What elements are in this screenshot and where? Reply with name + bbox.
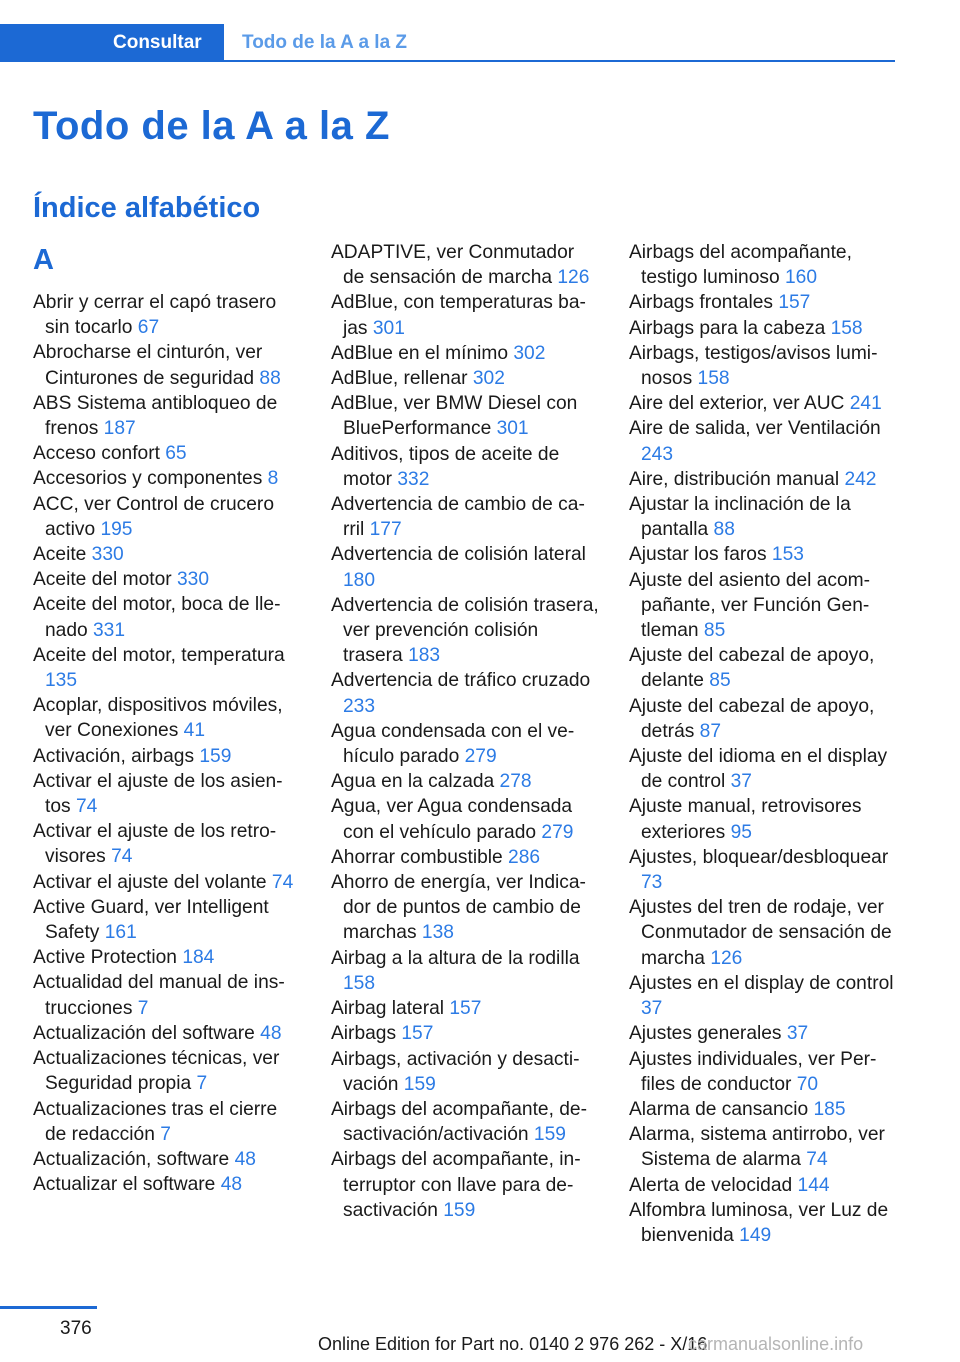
index-entry-text: Accesorios y componentes: [33, 468, 268, 490]
page-reference-link[interactable]: 74: [271, 871, 294, 893]
page-reference-link[interactable]: 183: [408, 645, 441, 667]
page-reference-link[interactable]: 330: [91, 544, 124, 566]
index-entry: [331, 1047, 599, 1097]
index-entry: [33, 870, 301, 895]
page-reference-link[interactable]: 159: [199, 745, 232, 767]
page-reference-link[interactable]: 241: [849, 393, 882, 415]
index-entry-text: Actualizaciones técnicas, ver Seguridad propia: [33, 1048, 280, 1095]
page-reference-link[interactable]: 185: [813, 1098, 846, 1120]
index-entry-text: Actualización, software: [33, 1148, 235, 1170]
index-entry: [33, 643, 301, 693]
index-entry-text: Actualizaciones tras el cierre de redacción: [33, 1098, 278, 1145]
page-reference-link[interactable]: 187: [103, 418, 136, 440]
page-reference-link[interactable]: 41: [183, 720, 205, 742]
index-entry-text: ABS Sistema antibloqueo de frenos: [33, 392, 278, 440]
page-reference-link[interactable]: 149: [739, 1224, 772, 1246]
index-entry: [331, 996, 599, 1021]
index-entry-text: Ahorrar combustible: [331, 846, 509, 868]
index-entry-text: Airbag a la altura de la rodilla: [331, 947, 580, 969]
index-entry: [33, 542, 301, 567]
watermark: carmanualsonline.info: [688, 1334, 864, 1354]
page-reference-link[interactable]: 85: [703, 620, 726, 642]
index-entry: [33, 895, 301, 945]
index-entry-text: Activación, airbags: [33, 745, 200, 767]
page-number: 376: [60, 1318, 92, 1339]
index-entry-text: Actualización del software: [33, 1022, 261, 1044]
index-entry: [629, 240, 897, 290]
index-entry: [331, 593, 599, 669]
index-entry-text: Acceso confort: [33, 443, 166, 465]
index-entry-text: Aire del exterior, ver AUC: [629, 393, 850, 415]
page-reference-link[interactable]: 65: [165, 443, 187, 465]
index-entry: [33, 567, 301, 592]
index-entry-text: Advertencia de cambio de carril: [331, 494, 585, 541]
index-entry-text: Ajuste del cabezal de apoyo, detrás: [629, 695, 875, 742]
index-entry: [33, 819, 301, 869]
index-entry-text: AdBlue, con temperaturas bajas: [331, 292, 586, 339]
page-reference-link[interactable]: 159: [533, 1124, 566, 1146]
index-entry: [331, 1097, 599, 1147]
index-entry: [629, 643, 897, 693]
page-reference-link[interactable]: 153: [771, 544, 804, 566]
page-reference-link[interactable]: 37: [786, 1023, 809, 1045]
index-entry-text: Active Guard, ver Intelligent Safety: [33, 896, 269, 944]
page-reference-link[interactable]: 37: [730, 771, 752, 793]
index-entry: [629, 895, 897, 971]
index-entry: [331, 341, 599, 366]
index-entry: [331, 719, 599, 769]
index-entry: [33, 340, 301, 390]
index-entry-text: Ajuste del asiento del acompañante, ver Función Gentleman: [629, 569, 871, 642]
page-reference-link[interactable]: 73: [641, 872, 663, 894]
index-entry-text: ADAPTIVE, ver Conmutador de sensación de marcha: [331, 242, 575, 289]
page-reference-link[interactable]: 157: [778, 292, 811, 314]
index-entry: [629, 1021, 897, 1046]
page-reference-link[interactable]: 95: [730, 821, 752, 843]
index-entry: [33, 592, 301, 642]
index-entry: [33, 1147, 301, 1172]
page-reference-link[interactable]: 88: [713, 519, 735, 541]
index-entry-text: Aditivos, tipos de aceite de motor: [331, 443, 560, 490]
index-entry-text: Agua, ver Agua condensada con el vehículo parado: [331, 796, 573, 843]
index-entry: [331, 542, 599, 592]
index-entry-text: Aceite: [33, 544, 92, 566]
page-reference-link[interactable]: 243: [641, 443, 674, 465]
page-reference-link[interactable]: 144: [797, 1174, 830, 1196]
index-entry-text: Ajustes generales: [629, 1023, 787, 1045]
index-entry-text: Airbags para la cabeza: [629, 317, 831, 339]
index-entry: [33, 1097, 301, 1147]
index-entry: [629, 1173, 897, 1198]
page-reference-link[interactable]: 70: [796, 1073, 819, 1095]
index-entry: [629, 316, 897, 341]
index-column-3: [629, 240, 897, 1248]
index-entry: [331, 794, 599, 844]
index-entry: [33, 492, 301, 542]
index-entry: [33, 466, 301, 491]
page-reference-link[interactable]: 48: [260, 1022, 282, 1044]
index-entry-text: Airbag lateral: [331, 998, 450, 1020]
index-entry: [33, 1021, 301, 1046]
index-entry-text: Ahorro de energía, ver Indicador de puntos de cambio de marchas: [331, 872, 586, 944]
index-entry: [629, 845, 897, 895]
index-entry-text: Agua en la calzada: [331, 771, 500, 793]
index-entry: [331, 391, 599, 441]
index-entry: [629, 971, 897, 1021]
page-reference-link[interactable]: 177: [369, 519, 402, 541]
index-entry-text: Agua condensada con el vehículo parado: [331, 720, 575, 768]
index-entry-text: Activar el ajuste de los retrovisores: [33, 821, 277, 868]
index-entry: [33, 391, 301, 441]
index-entry-text: Aire, distribución manual: [629, 468, 845, 490]
page-reference-link[interactable]: 157: [449, 998, 482, 1020]
page-reference-link[interactable]: 158: [343, 972, 376, 994]
index-entry-text: Airbags frontales: [629, 292, 779, 314]
index-entry: [629, 568, 897, 644]
index-entry-text: Alarma, sistema antirrobo, ver Sistema de alarma: [629, 1124, 885, 1171]
index-entry-text: Alerta de velocidad: [629, 1174, 798, 1196]
index-entry: [629, 1097, 897, 1122]
index-entry: [629, 744, 897, 794]
index-entry-text: Ajuste del cabezal de apoyo, delante: [629, 645, 875, 692]
page-reference-link[interactable]: 48: [220, 1174, 243, 1196]
index-entry: [629, 290, 897, 315]
index-entry-text: Ajuste manual, retrovisores exteriores: [629, 796, 862, 843]
page-reference-link[interactable]: 88: [259, 367, 281, 389]
index-entry: [331, 769, 599, 794]
index-entry-text: AdBlue, rellenar: [331, 368, 473, 390]
page-reference-link[interactable]: 302: [472, 368, 505, 390]
index-entry-text: Aire de salida, ver Ventilación: [629, 418, 881, 440]
index-entry-text: Acoplar, dispositivos móviles, ver Conexiones: [33, 695, 283, 742]
page-reference-link[interactable]: 158: [830, 317, 863, 339]
index-entry: [629, 1198, 897, 1248]
page-reference-link[interactable]: 332: [397, 468, 430, 490]
index-entry: [629, 542, 897, 567]
index-entry-text: Alfombra luminosa, ver Luz de bienvenida: [629, 1199, 889, 1246]
index-entry-text: Airbags, testigos/avisos luminosos: [629, 342, 878, 390]
page-reference-link[interactable]: 87: [699, 720, 722, 742]
index-entry-text: Ajustar la inclinación de la pantalla: [629, 494, 851, 541]
page-reference-link[interactable]: 85: [709, 670, 731, 692]
page-reference-link[interactable]: 279: [541, 821, 574, 843]
page-reference-link[interactable]: 159: [443, 1199, 476, 1221]
index-column-1: [33, 240, 301, 1197]
index-entry-text: Advertencia de colisión trasera, ver prevención colisión trasera: [331, 594, 599, 667]
page-reference-link[interactable]: 279: [464, 746, 497, 768]
index-entry-text: Actualizar el software: [33, 1174, 221, 1196]
page-reference-link[interactable]: 242: [844, 468, 877, 490]
page-reference-link[interactable]: 7: [196, 1073, 208, 1095]
page-reference-link[interactable]: 301: [372, 317, 405, 339]
index-entry-text: Ajuste del idioma en el display de control: [629, 746, 888, 793]
index-entry: [629, 794, 897, 844]
page-reference-link[interactable]: 37: [641, 998, 663, 1020]
index-entry-text: Aceite del motor, boca de llenado: [33, 594, 281, 641]
index-entry-text: Alarma de cansancio: [629, 1098, 814, 1120]
page-reference-link[interactable]: 48: [234, 1148, 256, 1170]
index-entry-text: Aceite del motor, temperatura: [33, 644, 285, 666]
index-entry-text: Abrocharse el cinturón, ver Cinturones de seguridad: [33, 342, 263, 389]
index-entry: [629, 467, 897, 492]
index-entry: [331, 870, 599, 946]
page-reference-link[interactable]: 180: [343, 569, 376, 591]
index-entry: [33, 693, 301, 743]
index-entry: [331, 946, 599, 996]
edition-note: Online Edition for Part no. 0140 2 976 262 - X/16: [318, 1334, 708, 1354]
index-entry: [629, 492, 897, 542]
index-entry-text: Ajustes en el display de control: [629, 972, 894, 994]
index-entry: [331, 366, 599, 391]
index-entry-text: Abrir y cerrar el capó trasero sin tocarlo: [33, 292, 277, 339]
index-entry-text: Airbags, activación y desactivación: [331, 1048, 580, 1095]
tab-consultar[interactable]: Consultar: [0, 24, 224, 61]
page-reference-link[interactable]: 278: [499, 771, 532, 793]
index-entry-text: Advertencia de colisión lateral: [331, 544, 586, 566]
index-entry-text: AdBlue, ver BMW Diesel con BluePerformance: [331, 393, 578, 440]
index-entry-text: Airbags del acompañante, interruptor con llave para desactivación: [331, 1149, 581, 1221]
index-entry-text: Actualidad del manual de instrucciones: [33, 972, 285, 1019]
page-reference-link[interactable]: 233: [343, 695, 376, 717]
index-entry: [33, 1046, 301, 1096]
page-reference-link[interactable]: 138: [421, 922, 454, 944]
index-entry-text: Airbags: [331, 1023, 402, 1045]
index-entry: [331, 442, 599, 492]
page-reference-link[interactable]: 195: [100, 518, 133, 540]
index-entry: [331, 1021, 599, 1046]
index-entry: [33, 1172, 301, 1197]
page-reference-link[interactable]: 301: [496, 418, 529, 440]
index-entry: [33, 290, 301, 340]
index-entry-text: ACC, ver Control de crucero activo: [33, 493, 274, 540]
page-reference-link[interactable]: 160: [784, 267, 817, 289]
index-entry: [629, 1047, 897, 1097]
page-reference-link[interactable]: 330: [176, 569, 209, 591]
index-entry: [33, 945, 301, 970]
index-entry-text: Ajustes, bloquear/desbloquear: [629, 846, 889, 868]
page-reference-link[interactable]: 67: [137, 317, 160, 339]
page-title: Todo de la A a la Z: [33, 104, 390, 148]
page-reference-link[interactable]: 74: [806, 1149, 828, 1171]
index-entry: [629, 1122, 897, 1172]
page-reference-link[interactable]: 8: [267, 468, 279, 490]
page-reference-link[interactable]: 302: [513, 342, 546, 364]
header-bar: [0, 24, 895, 62]
page-reference-link[interactable]: 126: [557, 267, 590, 289]
index-column-2: [331, 240, 599, 1223]
page-reference-link[interactable]: 7: [137, 997, 149, 1019]
page-reference-link[interactable]: 157: [401, 1023, 434, 1045]
index-entry: [331, 290, 599, 340]
index-entry: [331, 845, 599, 870]
section-title: Índice alfabético: [33, 192, 261, 224]
index-entry: [629, 391, 897, 416]
index-entry: [629, 341, 897, 391]
page-reference-link[interactable]: 286: [508, 846, 541, 868]
index-entry-text: Aceite del motor: [33, 569, 177, 591]
page-reference-link[interactable]: 126: [710, 947, 743, 969]
page-reference-link[interactable]: 161: [104, 922, 137, 944]
index-entry-text: Advertencia de tráfico cruzado: [331, 670, 591, 692]
index-entry: [629, 694, 897, 744]
page-reference-link[interactable]: 159: [403, 1073, 436, 1095]
page-reference-link[interactable]: 74: [111, 846, 133, 868]
index-entry-text: Ajustes del tren de rodaje, ver Conmutador de sensación de marcha: [629, 897, 892, 969]
page-reference-link[interactable]: 74: [75, 796, 98, 818]
index-entry-text: Ajustes individuales, ver Perfiles de conductor: [629, 1048, 877, 1095]
page-reference-link[interactable]: 331: [93, 619, 126, 641]
index-entry-text: Activar el ajuste de los asientos: [33, 770, 283, 818]
index-entry-text: Airbags del acompañante, desactivación/activación: [331, 1098, 587, 1146]
index-entry: [33, 970, 301, 1020]
index-entry: [331, 668, 599, 718]
page-reference-link[interactable]: 184: [182, 947, 215, 969]
index-entry: [33, 769, 301, 819]
index-entry-text: AdBlue en el mínimo: [331, 342, 514, 364]
index-entry: [331, 1147, 599, 1223]
index-letter: A: [33, 244, 54, 276]
index-entry: [629, 416, 897, 466]
footer-rule: [0, 1306, 97, 1309]
page-reference-link[interactable]: 158: [697, 368, 730, 390]
index-entry: [331, 240, 599, 290]
index-entry: [33, 441, 301, 466]
index-entry: [331, 492, 599, 542]
page-reference-link[interactable]: 135: [45, 670, 78, 692]
index-entry-text: Active Protection: [33, 947, 183, 969]
page-reference-link[interactable]: 7: [160, 1123, 171, 1145]
index-entry-text: Activar el ajuste del volante: [33, 871, 272, 893]
index-entry-text: Ajustar los faros: [629, 544, 772, 566]
tab-todo-de-la-a-a-la-z[interactable]: Todo de la A a la Z: [242, 32, 408, 53]
index-entry-text: Airbags del acompañante, testigo luminoso: [629, 242, 852, 289]
index-entry: [33, 744, 301, 769]
